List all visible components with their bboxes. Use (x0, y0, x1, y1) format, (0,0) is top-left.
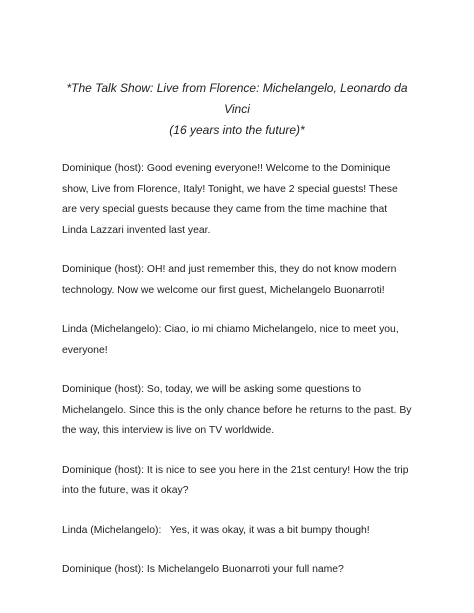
document-title (62, 78, 412, 141)
title-line-1: *The Talk Show: Live from Florence: Michelangelo, Leonardo da Vinci (66, 81, 408, 116)
title-line-2: (16 years into the future)* (169, 123, 305, 137)
paragraph-6: Linda (Michelangelo): Yes, it was okay, it was a bit bumpy though! (62, 524, 370, 536)
paragraph-7: Dominique (host): Is Michelangelo Buonarroti your full name? (62, 564, 344, 575)
paragraph-1: Dominique (host): Good evening everyone!! Welcome to the Dominique show, Live from Florence, Italy! Tonight, we have 2 special guests! These are very special guests because they came from the time machine that Linda Lazzari invented last year. (62, 163, 398, 236)
paragraph-4: Dominique (host): So, today, we will be asking some questions to Michelangelo. Since this is the only chance before he returns to the past. By the way, this interview is live on TV worldwide. (62, 384, 412, 436)
paragraph-5: Dominique (host): It is nice to see you here in the 21st century! How the trip into the future, was it okay? (62, 464, 409, 496)
paragraph-2: Dominique (host): OH! and just remember this, they do not know modern technology. Now we welcome our first guest, Michelangelo Buonarroti! (62, 264, 397, 296)
paragraph-3: Linda (Michelangelo): Ciao, io mi chiamo Michelangelo, nice to meet you, everyone! (62, 324, 399, 356)
